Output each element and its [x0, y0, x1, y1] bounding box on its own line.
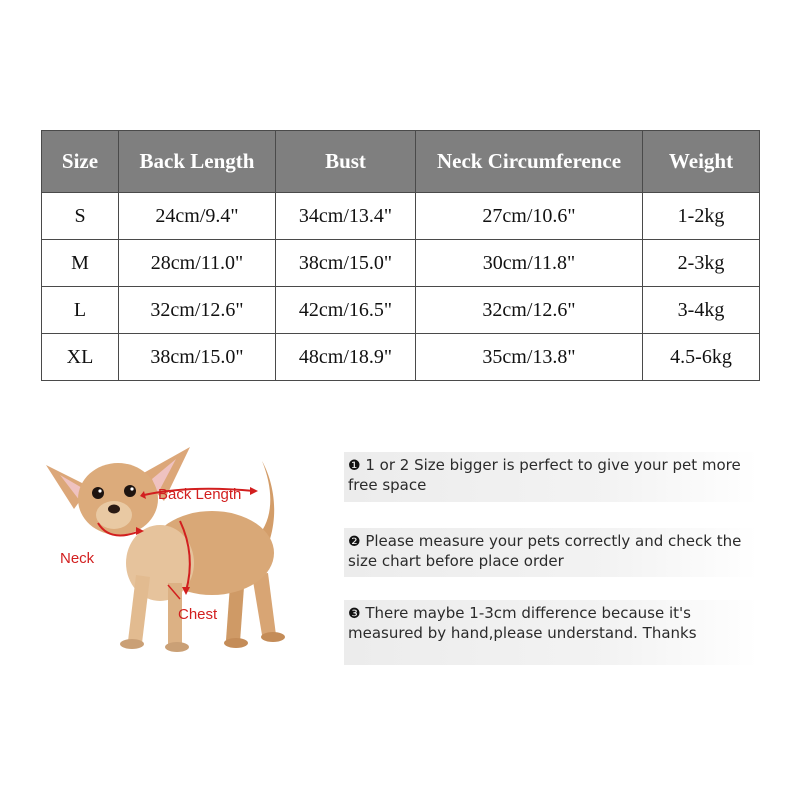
cell-weight: 2-3kg — [643, 240, 760, 287]
bullet-one-icon: ❶ — [348, 458, 361, 474]
size-chart-table — [41, 130, 760, 381]
note-3 — [344, 600, 758, 665]
cell-neck: 32cm/12.6" — [416, 287, 643, 334]
table-header-row — [42, 131, 760, 193]
note-text: There maybe 1-3cm difference because it's measured by hand,please understand. Thanks — [348, 604, 697, 642]
cell-bust: 34cm/13.4" — [276, 193, 416, 240]
neck-label: Neck — [60, 550, 95, 567]
header-weight: Weight — [643, 131, 760, 193]
header-bust: Bust — [276, 131, 416, 193]
cell-size: S — [42, 193, 119, 240]
note-text: 1 or 2 Size bigger is perfect to give your pet more free space — [348, 456, 741, 494]
cell-back-length: 32cm/12.6" — [119, 287, 276, 334]
bullet-three-icon: ❸ — [348, 606, 361, 622]
table-row — [42, 240, 760, 287]
bullet-two-icon: ❷ — [348, 534, 361, 550]
header-neck-circumference: Neck Circumference — [416, 131, 643, 193]
cell-back-length: 38cm/15.0" — [119, 334, 276, 381]
cell-neck: 30cm/11.8" — [416, 240, 643, 287]
chest-label: Chest — [178, 606, 218, 623]
cell-back-length: 28cm/11.0" — [119, 240, 276, 287]
header-back-length: Back Length — [119, 131, 276, 193]
cell-weight: 1-2kg — [643, 193, 760, 240]
table-row — [42, 287, 760, 334]
cell-back-length: 24cm/9.4" — [119, 193, 276, 240]
dog-measurement-figure — [40, 435, 310, 660]
cell-neck: 35cm/13.8" — [416, 334, 643, 381]
cell-bust: 48cm/18.9" — [276, 334, 416, 381]
cell-size: L — [42, 287, 119, 334]
back-length-label: Back Length — [158, 486, 242, 503]
note-text: Please measure your pets correctly and check the size chart before place order — [348, 532, 742, 570]
note-2 — [344, 528, 758, 577]
table-row — [42, 193, 760, 240]
cell-weight: 3-4kg — [643, 287, 760, 334]
cell-neck: 27cm/10.6" — [416, 193, 643, 240]
dog-illustration — [40, 435, 310, 660]
cell-size: XL — [42, 334, 119, 381]
header-size: Size — [42, 131, 119, 193]
cell-size: M — [42, 240, 119, 287]
cell-bust: 42cm/16.5" — [276, 287, 416, 334]
cell-bust: 38cm/15.0" — [276, 240, 416, 287]
table-row — [42, 334, 760, 381]
note-1 — [344, 452, 758, 502]
cell-weight: 4.5-6kg — [643, 334, 760, 381]
